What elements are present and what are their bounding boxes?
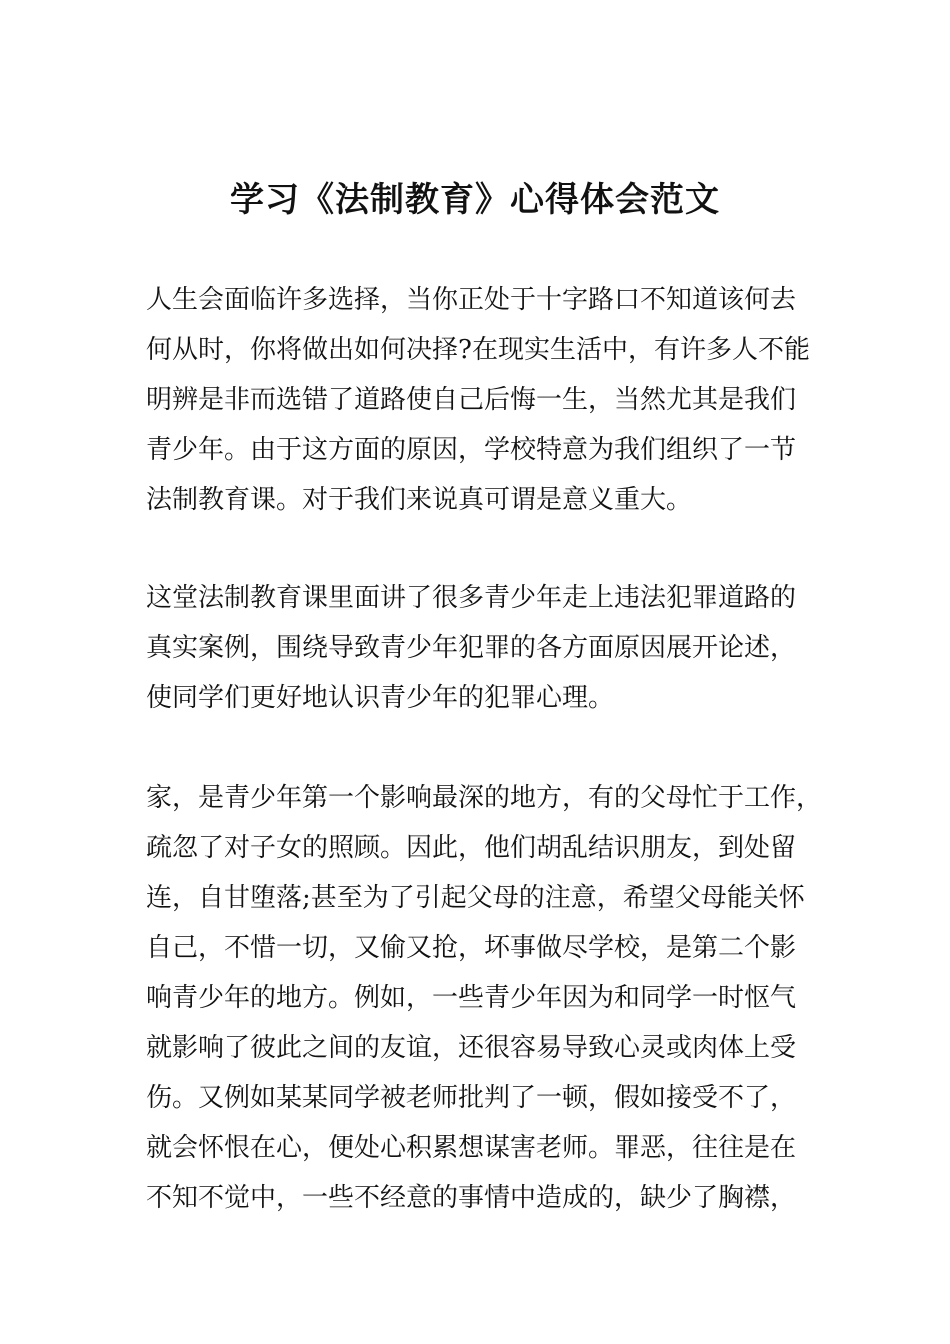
paragraph-line: 人生会面临许多选择，当你正处于十字路口不知道该何去 xyxy=(146,285,797,315)
paragraph-line: 青少年。由于这方面的原因，学校特意为我们组织了一节 xyxy=(146,435,797,465)
paragraph-line: 就影响了彼此之间的友谊，还很容易导致心灵或肉体上受 xyxy=(146,1033,797,1063)
paragraph-line: 不知不觉中，一些不经意的事情中造成的，缺少了胸襟， xyxy=(146,1183,797,1213)
paragraph-line: 家，是青少年第一个影响最深的地方，有的父母忙于工作， xyxy=(146,783,823,813)
paragraph-line: 法制教育课。对于我们来说真可谓是意义重大。 xyxy=(146,485,693,515)
paragraph-2 xyxy=(146,573,846,723)
paragraph-line: 响青少年的地方。例如，一些青少年因为和同学一时怄气 xyxy=(146,983,797,1013)
paragraph-line: 何从时，你将做出如何决择?在现实生活中，有许多人不能 xyxy=(146,335,810,365)
paragraph-line: 这堂法制教育课里面讲了很多青少年走上违法犯罪道路的 xyxy=(146,583,797,613)
paragraph-line: 伤。又例如某某同学被老师批判了一顿，假如接受不了， xyxy=(146,1083,797,1113)
paragraph-line: 明辨是非而选错了道路使自己后悔一生，当然尤其是我们 xyxy=(146,385,797,415)
paragraph-line: 真实案例，围绕导致青少年犯罪的各方面原因展开论述， xyxy=(146,633,797,663)
paragraph-line: 自己，不惜一切，又偷又抢，坏事做尽学校，是第二个影 xyxy=(146,933,797,963)
paragraph-line: 疏忽了对子女的照顾。因此，他们胡乱结识朋友，到处留 xyxy=(146,833,797,863)
paragraph-line: 连，自甘堕落;甚至为了引起父母的注意，希望父母能关怀 xyxy=(146,883,805,913)
paragraph-3 xyxy=(146,773,846,1223)
paragraph-line: 使同学们更好地认识青少年的犯罪心理。 xyxy=(146,683,615,713)
paragraph-1 xyxy=(146,275,846,525)
paragraph-line: 就会怀恨在心，便处心积累想谋害老师。罪恶，往往是在 xyxy=(146,1133,797,1163)
document-title: 学习《法制教育》心得体会范文 xyxy=(230,180,720,220)
